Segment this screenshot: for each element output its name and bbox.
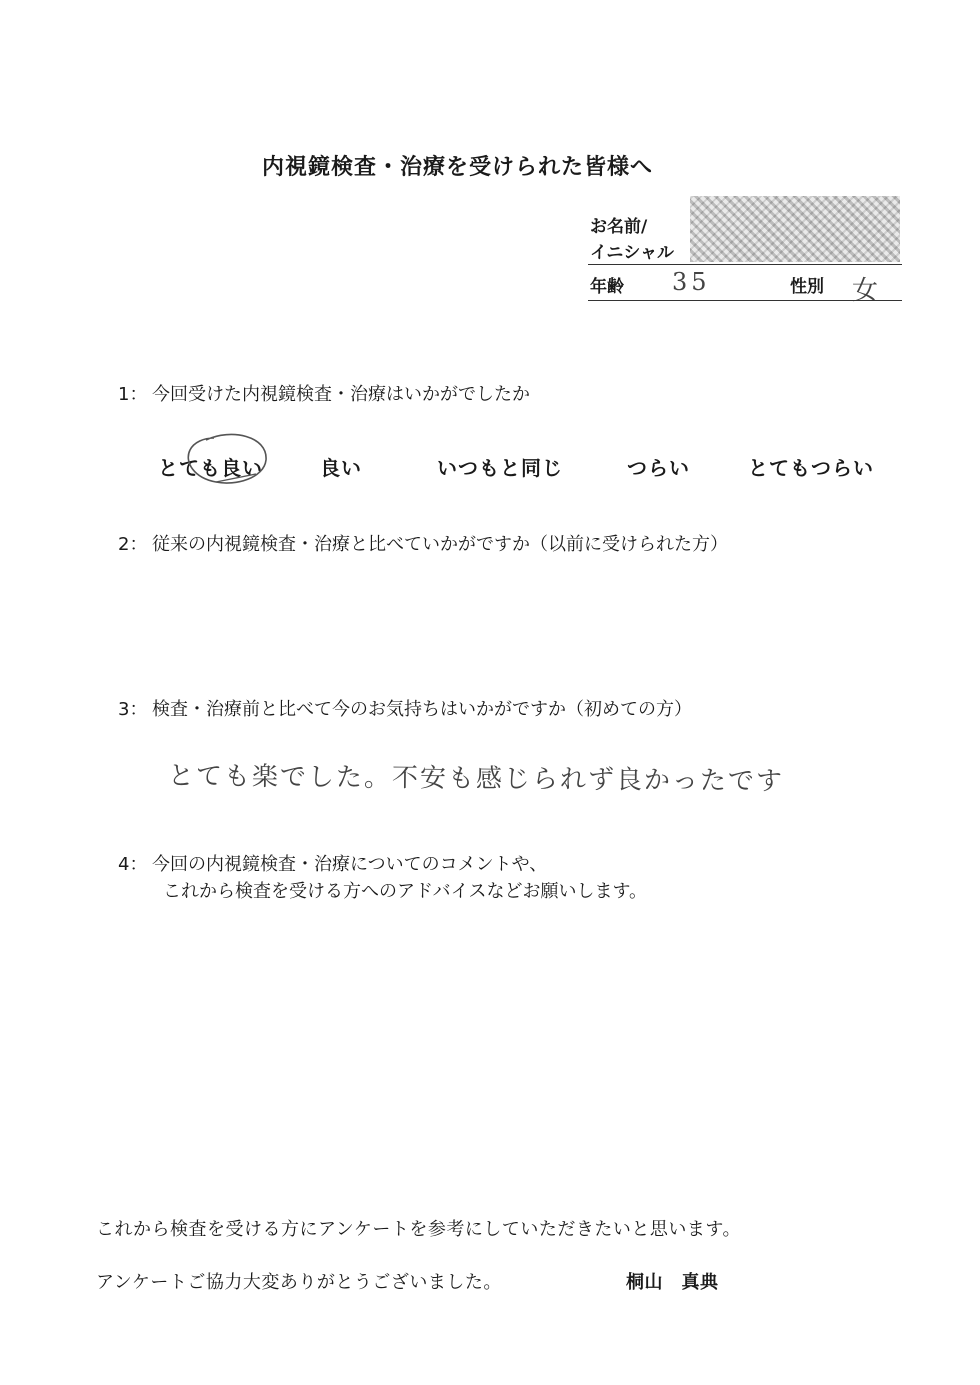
footer-thanks-text: アンケートご協力大変ありがとうございました。 — [96, 1272, 502, 1293]
q4-text-line2: これから検査を受ける方へのアドバイスなどお願いします。 — [163, 881, 648, 902]
gender-value[interactable]: 女 — [852, 276, 879, 306]
age-value[interactable]: 35 — [672, 268, 711, 296]
footer-signature: 桐山 真典 — [626, 1272, 719, 1293]
q4-number: 4： — [118, 854, 148, 875]
gender-label: 性別 — [790, 277, 824, 297]
q1-text: 今回受けた内視鏡検査・治療はいかがでしたか — [152, 384, 530, 405]
q1-option-same-as-usual[interactable]: いつもと同じ — [437, 456, 563, 480]
page-title: 内視鏡検査・治療を受けられた皆様へ — [262, 155, 654, 180]
q1-number: 1： — [118, 384, 148, 405]
redacted-name-mosaic — [690, 196, 900, 262]
q4-answer-area[interactable] — [160, 920, 860, 1180]
q3-number: 3： — [118, 699, 148, 720]
q3-handwritten-answer[interactable]: とても楽でした。不安も感じられず良かったです — [167, 761, 785, 797]
q1-option-good[interactable]: 良い — [320, 456, 362, 480]
q3-text: 検査・治療前と比べて今のお気持ちはいかがですか（初めての方） — [152, 699, 692, 720]
q2-answer-area[interactable] — [160, 590, 860, 680]
selected-circle-mark — [176, 426, 276, 504]
q2-text: 従来の内視鏡検査・治療と比べていかがですか（以前に受けられた方） — [152, 534, 728, 555]
q1-option-hard[interactable]: つらい — [627, 456, 690, 480]
q4-text-line1: 今回の内視鏡検査・治療についてのコメントや、 — [152, 854, 548, 875]
name-label-line2: イニシャル — [590, 243, 674, 263]
footer-request-text: これから検査を受ける方にアンケートを参考にしていただきたいと思います。 — [96, 1219, 741, 1240]
age-label: 年齢 — [590, 277, 624, 297]
q2-number: 2： — [118, 534, 148, 555]
age-gender-underline — [588, 300, 902, 301]
name-label-line1: お名前/ — [590, 217, 648, 237]
q1-option-very-hard[interactable]: とてもつらい — [748, 456, 874, 480]
name-underline — [588, 264, 902, 265]
q1-option-very-good[interactable]: とても良い — [158, 456, 263, 480]
